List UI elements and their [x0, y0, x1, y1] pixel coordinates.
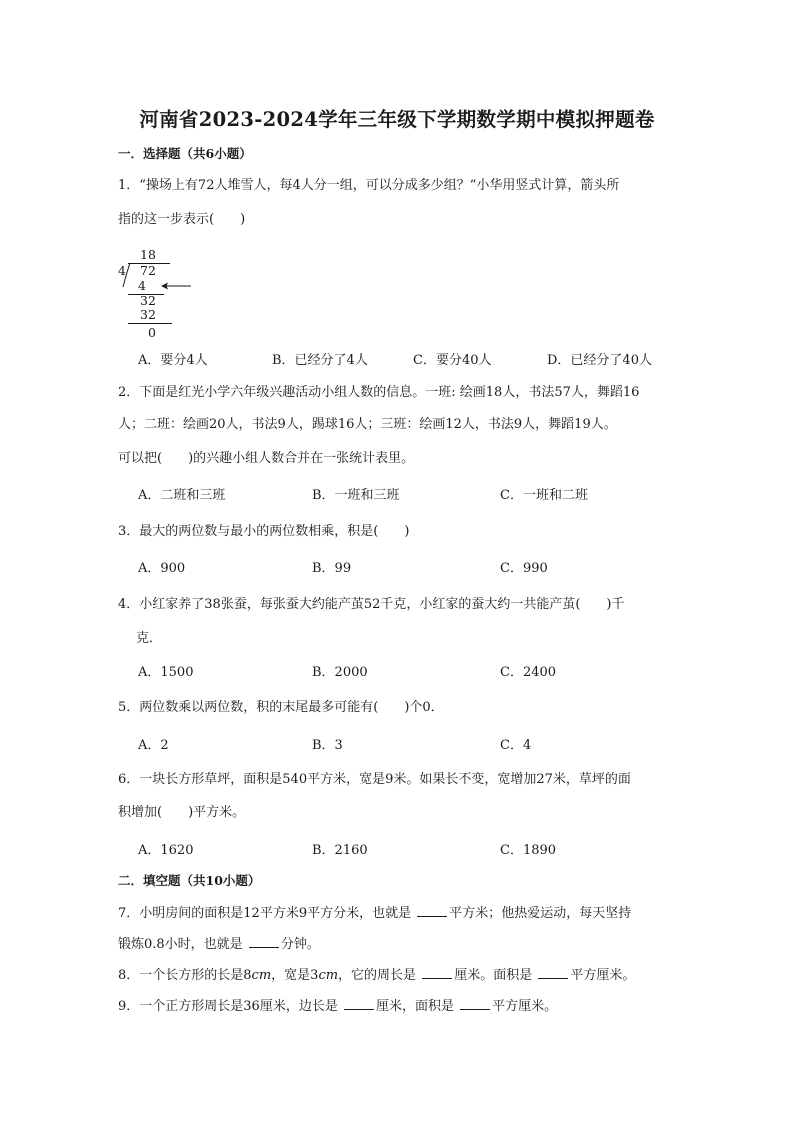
- question-5-option-c[interactable]: C．4: [500, 738, 532, 753]
- question-8-text-c: ，它的周长是: [338, 968, 417, 983]
- question-9-text-c: 平方厘米。: [492, 999, 558, 1014]
- division-bracket: [122, 262, 132, 288]
- question-4-line-1: 4．小红家养了38张蚕，每张蚕大约能产茧52千克，小红家的蚕大约一共能产茧( )千: [118, 597, 625, 612]
- division-quotient: 18: [140, 247, 156, 262]
- page-title: 河南省2023-2024学年三年级下学期数学期中模拟押题卷: [139, 108, 655, 131]
- question-4-option-a[interactable]: A．1500: [138, 665, 194, 680]
- question-2-option-a[interactable]: A．二班和三班: [138, 488, 226, 503]
- division-divisor: 4: [118, 263, 126, 278]
- division-remainder: 0: [148, 325, 156, 340]
- answer-blank[interactable]: [422, 966, 452, 979]
- question-9-line-1: [118, 997, 557, 1016]
- question-1-line-1: 1．“操场上有72人堆雪人，每4人分一组，可以分成多少组？”小华用竖式计算，箭头所: [118, 178, 620, 193]
- question-8-text-a: 8．一个长方形的长是8: [118, 968, 252, 983]
- question-5-line-1: 5．两位数乘以两位数，积的末尾最多可能有( )个0．: [118, 700, 444, 715]
- question-6-option-b[interactable]: B．2160: [312, 843, 368, 858]
- question-5-option-b[interactable]: B．3: [312, 738, 343, 753]
- section-heading-choice: 一．选择题（共6小题）: [118, 146, 252, 161]
- question-1-line-2: 指的这一步表示( ): [118, 212, 246, 227]
- question-1-option-c[interactable]: C．要分40人: [413, 353, 492, 368]
- question-2-line-1: 2．下面是红光小学六年级兴趣活动小组人数的信息。一班: 绘画18人，书法57人，舞蹈16: [118, 385, 640, 400]
- question-8-text-b: ，宽是3: [271, 968, 319, 983]
- section-heading-fill: 二．填空题（共10小题）: [118, 873, 261, 888]
- division-step-1: 4: [138, 278, 146, 293]
- question-7-text-d: 分钟。: [280, 937, 320, 952]
- question-4-line-2: 克．: [136, 631, 163, 646]
- unit-cm: cm: [318, 968, 339, 983]
- division-line-2: [128, 323, 172, 324]
- question-8-text-e: 平方厘米。: [570, 968, 636, 983]
- question-7-text-a: 7．小明房间的面积是12平方米9平方分米，也就是: [118, 906, 412, 921]
- question-7-line-1: [118, 904, 631, 923]
- answer-blank[interactable]: [460, 997, 490, 1010]
- question-8-text-d: 厘米。面积是: [454, 968, 533, 983]
- question-6-option-a[interactable]: A．1620: [138, 843, 194, 858]
- question-7-line-2: [118, 935, 320, 954]
- answer-blank[interactable]: [249, 935, 279, 948]
- question-2-line-3: 可以把( )的兴趣小组人数合并在一张统计表里。: [118, 451, 415, 466]
- unit-cm: cm: [251, 968, 272, 983]
- question-2-option-b[interactable]: B．一班和三班: [312, 488, 400, 503]
- question-1-option-b[interactable]: B．已经分了4人: [272, 353, 368, 368]
- division-step-2: 32: [140, 293, 156, 308]
- answer-blank[interactable]: [344, 997, 374, 1010]
- answer-blank[interactable]: [538, 966, 568, 979]
- answer-blank[interactable]: [417, 904, 447, 917]
- arrow-left-icon: [160, 280, 192, 292]
- question-7-text-c: 锻炼0.8小时，也就是: [118, 937, 243, 952]
- question-3-option-c[interactable]: C．990: [500, 561, 548, 576]
- division-step-3: 32: [140, 307, 156, 322]
- question-3-option-b[interactable]: B．99: [312, 561, 352, 576]
- division-dividend: 72: [140, 263, 156, 278]
- question-2-option-c[interactable]: C．一班和二班: [500, 488, 588, 503]
- question-1-option-d[interactable]: D．已经分了40人: [547, 353, 652, 368]
- question-9-text-a: 9．一个正方形周长是36厘米，边长是: [118, 999, 338, 1014]
- long-division-figure: [118, 248, 208, 346]
- question-6-option-c[interactable]: C．1890: [500, 843, 557, 858]
- question-7-text-b: 平方米；他热爱运动，每天坚持: [449, 906, 632, 921]
- question-1-option-a[interactable]: A．要分4人: [138, 353, 208, 368]
- question-4-option-c[interactable]: C．2400: [500, 665, 557, 680]
- question-6-line-1: 6．一块长方形草坪，面积是540平方米，宽是9米。如果长不变，宽增加27米，草坪的面: [118, 772, 631, 787]
- question-3-line-1: 3．最大的两位数与最小的两位数相乘，积是( ): [118, 524, 410, 539]
- question-8-line-1: [118, 966, 635, 985]
- question-3-option-a[interactable]: A．900: [138, 561, 186, 576]
- question-6-line-2: 积增加( )平方米。: [118, 805, 246, 820]
- question-9-text-b: 厘米，面积是: [375, 999, 454, 1014]
- question-5-option-a[interactable]: A．2: [138, 738, 169, 753]
- question-4-option-b[interactable]: B．2000: [312, 665, 368, 680]
- question-2-line-2: 人；二班：绘画20人，书法9人，踢球16人；三班：绘画12人，书法9人，舞蹈19人。: [118, 417, 617, 432]
